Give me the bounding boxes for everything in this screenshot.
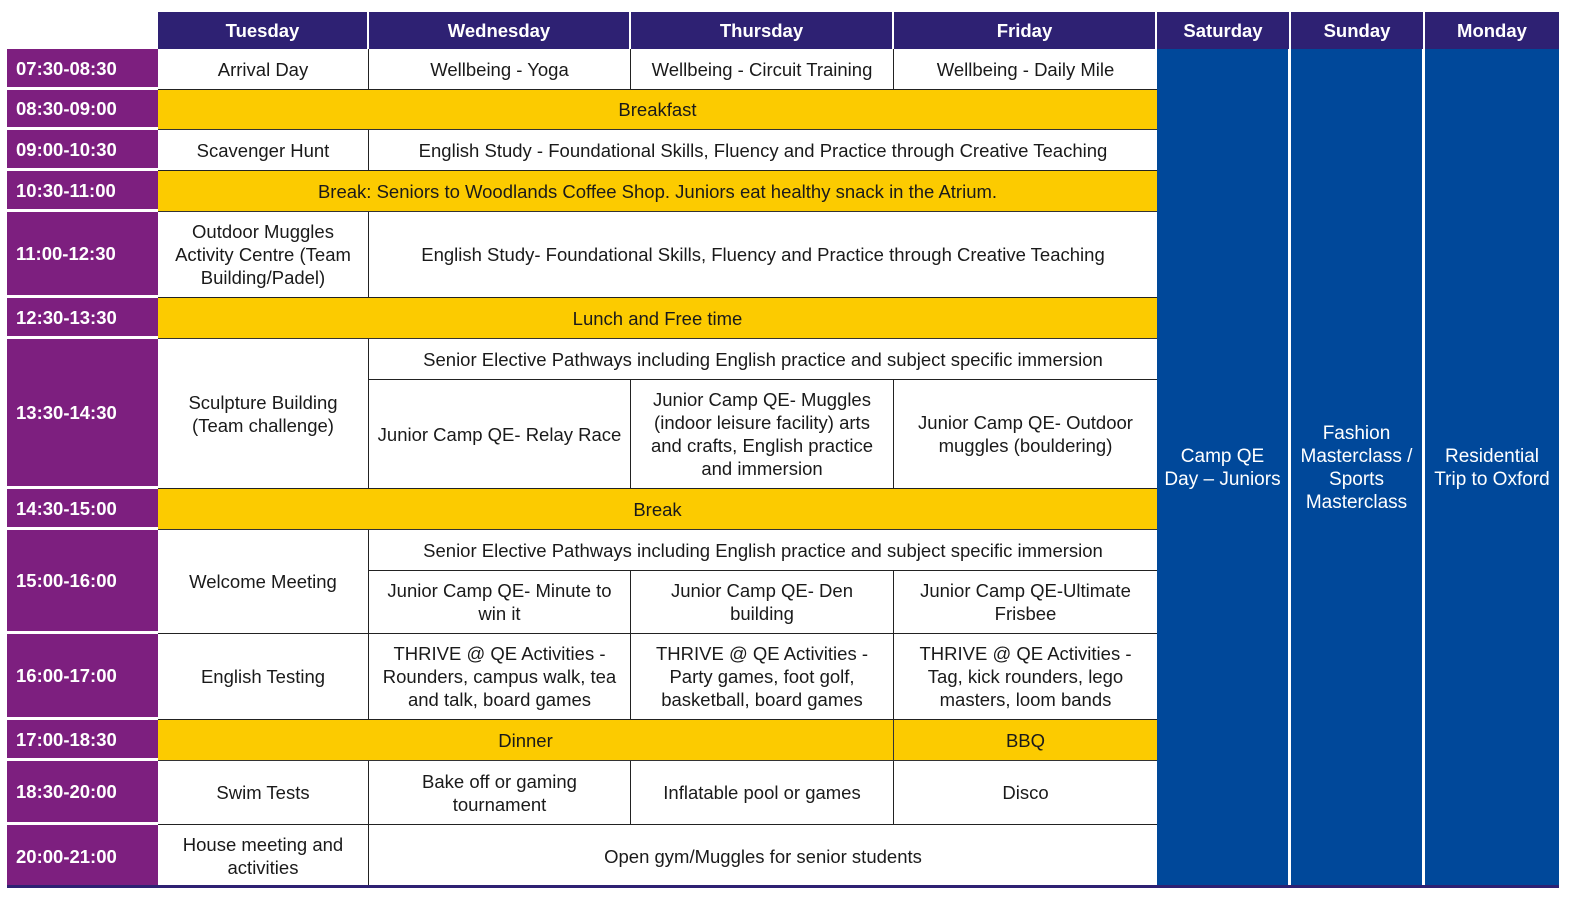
time-slot: 07:30-08:30 <box>7 49 158 90</box>
header-friday: Friday <box>894 12 1157 49</box>
activity-cell: Junior Camp QE- Muggles (indoor leisure facility) arts and crafts, English practice and immersion <box>631 380 894 489</box>
break-snack: Break: Seniors to Woodlands Coffee Shop. Juniors eat healthy snack in the Atrium. <box>158 171 1157 212</box>
header-thursday: Thursday <box>631 12 894 49</box>
activity-cell: Scavenger Hunt <box>158 130 369 171</box>
activity-cell: Junior Camp QE- Relay Race <box>369 380 631 489</box>
activity-cell: Wellbeing - Circuit Training <box>631 49 894 90</box>
activity-english-study: English Study- Foundational Skills, Fluency and Practice through Creative Teaching <box>369 212 1157 298</box>
activity-senior-electives: Senior Elective Pathways including English practice and subject specific immersion <box>369 339 1157 380</box>
weekend-sunday: Fashion Masterclass / Sports Masterclass <box>1291 49 1425 887</box>
activity-open-gym: Open gym/Muggles for senior students <box>369 825 1157 887</box>
time-slot: 08:30-09:00 <box>7 90 158 130</box>
activity-cell: Bake off or gaming tournament <box>369 761 631 825</box>
table-bottom-border <box>7 885 1559 888</box>
activity-cell: THRIVE @ QE Activities - Tag, kick rounders, lego masters, loom bands <box>894 634 1157 720</box>
break: Break <box>158 489 1157 530</box>
activity-cell: Wellbeing - Daily Mile <box>894 49 1157 90</box>
weekend-monday: Residential Trip to Oxford <box>1425 49 1559 887</box>
activity-cell: Junior Camp QE-Ultimate Frisbee <box>894 571 1157 634</box>
activity-cell: Wellbeing - Yoga <box>369 49 631 90</box>
header-monday: Monday <box>1425 12 1559 49</box>
header-sunday: Sunday <box>1291 12 1425 49</box>
activity-cell: Junior Camp QE- Minute to win it <box>369 571 631 634</box>
activity-cell: Junior Camp QE- Den building <box>631 571 894 634</box>
time-slot: 18:30-20:00 <box>7 761 158 825</box>
time-slot: 14:30-15:00 <box>7 489 158 530</box>
time-slot: 17:00-18:30 <box>7 720 158 761</box>
weekend-saturday: Camp QE Day – Juniors <box>1157 49 1291 887</box>
activity-cell: Outdoor Muggles Activity Centre (Team Building/Padel) <box>158 212 369 298</box>
activity-cell: THRIVE @ QE Activities - Rounders, campus walk, tea and talk, board games <box>369 634 631 720</box>
activity-cell: Disco <box>894 761 1157 825</box>
activity-cell: THRIVE @ QE Activities - Party games, foot golf, basketball, board games <box>631 634 894 720</box>
activity-senior-electives: Senior Elective Pathways including English practice and subject specific immersion <box>369 530 1157 571</box>
activity-cell: Inflatable pool or games <box>631 761 894 825</box>
header-tuesday: Tuesday <box>158 12 369 49</box>
activity-cell: Swim Tests <box>158 761 369 825</box>
activity-cell: House meeting and activities <box>158 825 369 887</box>
meal-breakfast: Breakfast <box>158 90 1157 130</box>
activity-english-study: English Study - Foundational Skills, Fluency and Practice through Creative Teaching <box>369 130 1157 171</box>
header-wednesday: Wednesday <box>369 12 631 49</box>
time-slot: 20:00-21:00 <box>7 825 158 887</box>
activity-cell: English Testing <box>158 634 369 720</box>
meal-lunch: Lunch and Free time <box>158 298 1157 339</box>
time-slot: 12:30-13:30 <box>7 298 158 339</box>
time-slot: 13:30-14:30 <box>7 339 158 489</box>
meal-dinner: Dinner <box>158 720 894 761</box>
meal-bbq: BBQ <box>894 720 1157 761</box>
activity-cell: Welcome Meeting <box>158 530 369 634</box>
time-slot: 16:00-17:00 <box>7 634 158 720</box>
time-slot: 09:00-10:30 <box>7 130 158 171</box>
header-saturday: Saturday <box>1157 12 1291 49</box>
time-slot: 11:00-12:30 <box>7 212 158 298</box>
time-slot: 15:00-16:00 <box>7 530 158 634</box>
activity-cell: Sculpture Building (Team challenge) <box>158 339 369 489</box>
activity-cell: Arrival Day <box>158 49 369 90</box>
activity-cell: Junior Camp QE- Outdoor muggles (bouldering) <box>894 380 1157 489</box>
time-slot: 10:30-11:00 <box>7 171 158 212</box>
